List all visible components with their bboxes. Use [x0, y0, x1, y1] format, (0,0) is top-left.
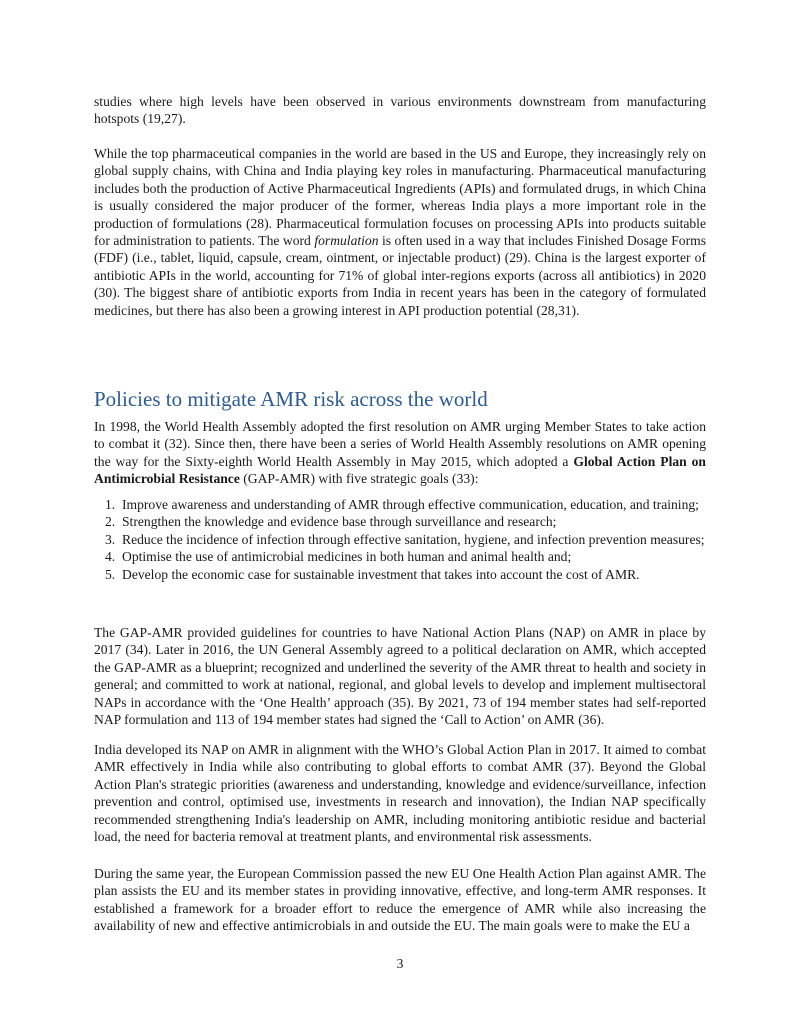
list-item [94, 496, 706, 513]
paragraph-text: is often used in a way that includes Finished Dosage Forms (FDF) (i.e., tablet, liquid, capsule, cream, ointment, or injectable product) (29). China is the largest exporter of antibiotic APIs in the world, accounting for 71% of global inter-regions exports (across all antibiotics) in 2020 (30). The biggest share of antibiotic exports from India in recent years has been in the category of formulated medicines, but there has also been a growing interest in API production potential (28,31). [94, 233, 706, 318]
paragraph-eu-action-plan [94, 865, 706, 935]
list-number: 3. [105, 531, 116, 547]
paragraph-text: During the same year, the European Commission passed the new EU One Health Action Plan against AMR. The plan assists the EU and its member states in providing innovative, effective, and long-term AMR responses. It established a framework for a broader effort to reduce the emergence of AMR while also increasing the availability of new and effective antimicrobials in and outside the EU. The main goals were to make the EU a [94, 866, 706, 934]
paragraph-text: (GAP-AMR) with five strategic goals (33): [239, 471, 479, 487]
list-item [94, 566, 706, 583]
list-item-text: Reduce the incidence of infection through effective sanitation, hygiene, and infection prevention measures; [122, 531, 705, 547]
list-number: 2. [105, 514, 116, 530]
paragraph-world-health-assembly [94, 418, 706, 488]
italic-term: formulation [314, 233, 379, 249]
paragraph-gap-amr [94, 624, 706, 728]
list-number: 4. [105, 549, 116, 565]
list-item-text: Develop the economic case for sustainable investment that takes into account the cost of AMR. [122, 566, 640, 582]
list-item [94, 513, 706, 530]
list-number: 5. [105, 566, 116, 582]
section-heading: Policies to mitigate AMR risk across the world [94, 387, 488, 411]
page-number: 3 [396, 956, 404, 971]
paragraph-india-nap [94, 741, 706, 845]
paragraph-intro-continued [94, 93, 706, 128]
paragraph-text: studies where high levels have been observed in various environments downstream from manufacturing hotspots (19,27). [94, 94, 706, 127]
paragraph-text: While the top pharmaceutical companies in the world are based in the US and Europe, they increasingly rely on global supply chains, with China and India playing key roles in manufacturing. Pharmaceutical manufacturing includes both the production of Active Pharmaceutical Ingredients (APIs) and formulated drugs, in which China is usually considered the major producer of the former, whereas India plays a more important role in the production of formulations (28). Pharmaceutical formulation focuses on processing APIs into products suitable for administration to patients. The word [94, 146, 706, 249]
strategic-goals-list [94, 496, 706, 583]
paragraph-text: In 1998, the World Health Assembly adopted the first resolution on AMR urging Member States to take action to combat it (32). Since then, there have been a series of World Health Assembly resolutions on AMR opening the way for the Sixty-eighth World Health Assembly in May 2015, which adopted a [94, 419, 706, 469]
paragraph-pharma-supply-chain [94, 145, 706, 319]
list-item [94, 531, 706, 548]
list-item [94, 548, 706, 565]
list-item-text: Improve awareness and understanding of AMR through effective communication, education, and training; [122, 497, 699, 512]
list-item-text: Strengthen the knowledge and evidence base through surveillance and research; [122, 514, 557, 530]
paragraph-text: The GAP-AMR provided guidelines for countries to have National Action Plans (NAP) on AMR in place by 2017 (34). Later in 2016, the UN General Assembly agreed to a political declaration on AMR, which accepted the GAP-AMR as a blueprint; recognized and underlined the severity of the AMR threat to health and society in general; and committed to work at national, regional, and global levels to develop and implement multisectoral NAPs in accordance with the ‘One Health’ approach (35). By 2021, 73 of 194 member states had self-reported NAP formulation and 113 of 194 member states had signed the ‘Call to Action’ on AMR (36). [94, 625, 706, 728]
bold-term: Global Action Plan on Antimicrobial Resistance [94, 453, 706, 487]
list-item-text: Optimise the use of antimicrobial medicines in both human and animal health and; [122, 549, 572, 565]
list-number: 1. [105, 497, 116, 512]
paragraph-text: India developed its NAP on AMR in alignment with the WHO’s Global Action Plan in 2017. It aimed to combat AMR effectively in India while also contributing to global efforts to combat AMR (37). Beyond the Global Action Plan's strategic priorities (awareness and understanding, knowledge and evidence/surveillance, infection prevention and control, optimised use, investments in research and innovation), the Indian NAP specifically recommended strengthening India's leadership on AMR, including monitoring antibiotic residue and bacterial load, the need for bacteria removal at treatment plants, and environmental risk assessments. [94, 742, 706, 845]
